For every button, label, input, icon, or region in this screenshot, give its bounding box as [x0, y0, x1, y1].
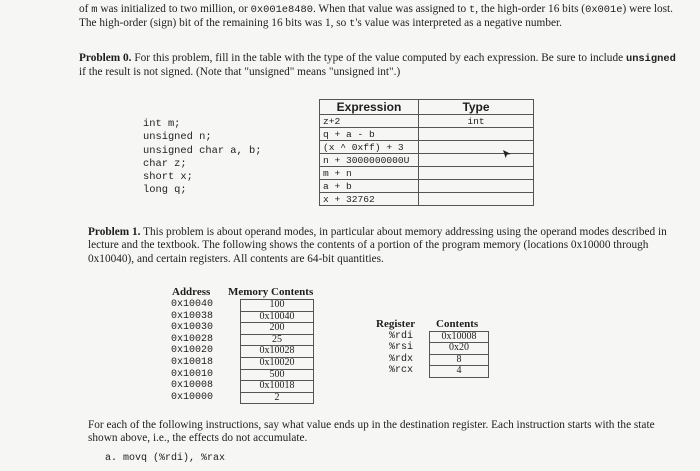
problem0-paragraph: Problem 0. For this problem, fill in the table with the type of the value computed by each expression. Be sure to include unsigned if the result is not signed. (Note that "unsigned" means "unsigned int".) [79, 52, 676, 79]
table-row [320, 193, 534, 206]
register-contents-header: Contents [436, 318, 479, 330]
declaration: short x; [143, 171, 193, 184]
register-contents-table [429, 331, 489, 378]
memory-cell: 0x10040 [241, 311, 314, 323]
memory-cell: 100 [241, 300, 314, 312]
type-cell[interactable] [419, 154, 534, 167]
type-cell[interactable] [419, 141, 534, 154]
memory-address: 0x10000 [171, 391, 214, 403]
expression-cell: x + 32762 [320, 193, 419, 206]
table-row [320, 128, 534, 141]
memory-contents-table [240, 299, 314, 404]
problem1-paragraph: Problem 1. This problem is about operand modes, in particular about memory addressing using the operand modes described in lecture and the textbook. The following shows the contents of a portion of the program memory (locations 0x10000 through 0x10040), and certain registers. All contents are 64-bit quantities. [88, 226, 667, 265]
type-cell[interactable] [419, 193, 534, 206]
register-names [389, 331, 413, 377]
memory-address: 0x10008 [171, 380, 214, 392]
memory-address: 0x10018 [171, 356, 214, 368]
memory-address: 0x10038 [171, 310, 214, 322]
memory-cell: 500 [241, 369, 314, 381]
mouse-cursor-icon [502, 149, 512, 159]
instructions-paragraph: For each of the following instructions, say what value ends up in the destination register. Each instruction starts with the state shown above, i.e., the effects do not accumulate. [88, 419, 655, 445]
memory-address: 0x10020 [171, 345, 214, 357]
type-cell[interactable] [419, 128, 534, 141]
declaration: unsigned char a, b; [143, 144, 262, 157]
memory-address: 0x10040 [171, 299, 214, 310]
problem1-heading: Problem 1. [88, 226, 141, 238]
header-type: Type [419, 100, 534, 115]
expression-cell: m + n [320, 167, 419, 180]
memory-cell: 200 [241, 323, 314, 335]
expression-cell: n + 3000000000U [320, 154, 419, 167]
register-name: %rcx [389, 365, 414, 377]
register-cell: 4 [430, 366, 489, 377]
table-row [320, 167, 534, 180]
expression-cell: (x ^ 0xff) + 3 [320, 141, 419, 154]
declaration: long q; [143, 184, 187, 197]
register-name: %rsi [389, 342, 414, 354]
memory-cell: 0x10020 [241, 357, 314, 369]
memory-address: 0x10010 [171, 368, 214, 380]
memory-header-contents: Memory Contents [228, 286, 314, 298]
declaration: int m; [143, 118, 181, 130]
memory-address: 0x10030 [171, 322, 214, 334]
memory-header-address: Address [172, 286, 211, 298]
register-cell: 8 [430, 354, 489, 365]
register-cell: 0x10008 [430, 332, 489, 343]
declaration: char z; [143, 157, 187, 170]
declarations-list [143, 118, 261, 198]
register-header: Register [376, 318, 416, 330]
memory-cell: 25 [241, 334, 314, 346]
memory-cell: 0x10018 [241, 381, 314, 393]
expression-cell: q + a - b [320, 128, 419, 141]
type-cell[interactable] [419, 180, 534, 193]
problem0-heading: Problem 0. [79, 52, 132, 64]
expression-cell: a + b [320, 180, 419, 193]
declaration: unsigned n; [143, 131, 212, 144]
expression-cell: z+2 [320, 115, 419, 128]
memory-cell: 2 [241, 392, 314, 404]
register-name: %rdx [389, 353, 414, 365]
type-cell[interactable] [419, 167, 534, 180]
type-cell[interactable]: int [419, 115, 534, 128]
memory-address: 0x10028 [171, 333, 214, 345]
memory-addresses [171, 299, 213, 403]
question-a: a. movq (%rdi), %rax [105, 453, 226, 464]
header-expression: Expression [320, 100, 419, 115]
memory-cell: 0x10028 [241, 346, 314, 358]
register-cell: 0x20 [430, 343, 489, 354]
intro-paragraph: of m was initialized to two million, or 0x001e8480. When that value was assigned to t, the high-order 16 bits (0x001e) were lost. The high-order (sign) bit of the remaining 16 bits was 1, so t's value was interpreted as a negative number. [79, 3, 674, 31]
table-row [320, 180, 534, 193]
register-name: %rdi [389, 331, 414, 342]
table-row [320, 115, 534, 128]
